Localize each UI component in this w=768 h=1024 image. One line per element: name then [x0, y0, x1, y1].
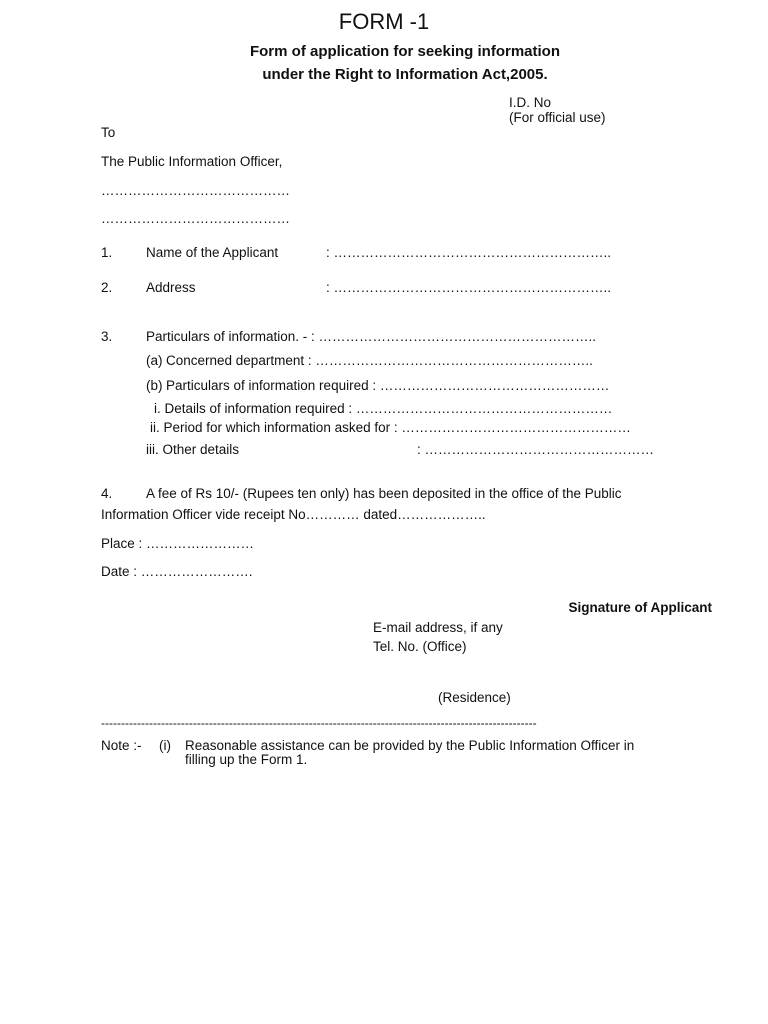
- form-title: FORM -1: [338, 9, 430, 34]
- period-field: ii. Period for which information asked for : ……………………………………………: [150, 420, 631, 435]
- signature-of-applicant: Signature of Applicant: [568, 600, 712, 615]
- address-field: : ……………………………………………………..: [326, 280, 612, 295]
- date-field: Date : …………………….: [101, 564, 253, 579]
- concerned-department-field: Concerned department : ……………………………………………………..: [166, 353, 593, 368]
- note-label: Note :-: [101, 738, 142, 753]
- item-3-text: Particulars of information. - : ……………………………………………………..: [146, 329, 597, 344]
- item-1-number: 1.: [101, 245, 113, 260]
- addressee-to: To: [101, 125, 116, 140]
- item-3b-marker: (b): [146, 378, 163, 393]
- note-line1: Reasonable assistance can be provided by the Public Information Officer in: [185, 738, 635, 753]
- applicant-name-field: : ……………………………………………………..: [326, 245, 612, 260]
- email-label: E-mail address, if any: [373, 620, 503, 635]
- tel-residence-label: (Residence): [438, 690, 511, 705]
- form-subtitle-line2: under the Right to Information Act,2005.: [262, 66, 548, 83]
- other-details-label: iii. Other details: [146, 442, 240, 457]
- dashed-divider: -------------------------------------------------------------------------------------------------------------: [101, 716, 537, 730]
- note-line2: filling up the Form 1.: [185, 752, 308, 767]
- form-subtitle-line1: Form of application for seeking information: [249, 43, 561, 60]
- item-3-number: 3.: [101, 329, 113, 344]
- tel-office-label: Tel. No. (Office): [373, 639, 467, 654]
- addressee-blank-line-2: ……………………………………: [101, 211, 290, 226]
- fee-text-line2: Information Officer vide receipt No………… dated………………..: [101, 507, 486, 522]
- place-field: Place : ……………………: [101, 536, 255, 551]
- item-2-label: Address: [146, 280, 196, 295]
- other-details-field: : ……………………………………………: [417, 442, 655, 457]
- particulars-required-field: Particulars of information required : ……………………………………………: [166, 378, 610, 393]
- item-4-number: 4.: [101, 486, 113, 501]
- addressee-blank-line-1: ……………………………………: [101, 183, 290, 198]
- fee-text-line1: A fee of Rs 10/- (Rupees ten only) has been deposited in the office of the Public: [146, 486, 622, 501]
- details-required-field: i. Details of information required : …………………………………………………: [154, 401, 613, 416]
- id-no-label: I.D. No: [509, 95, 552, 110]
- addressee-officer: The Public Information Officer,: [101, 154, 283, 169]
- item-2-number: 2.: [101, 280, 113, 295]
- item-3a-marker: (a): [146, 353, 163, 368]
- item-1-label: Name of the Applicant: [146, 245, 279, 260]
- official-use-label: (For official use): [509, 110, 606, 125]
- note-number: (i): [159, 738, 171, 753]
